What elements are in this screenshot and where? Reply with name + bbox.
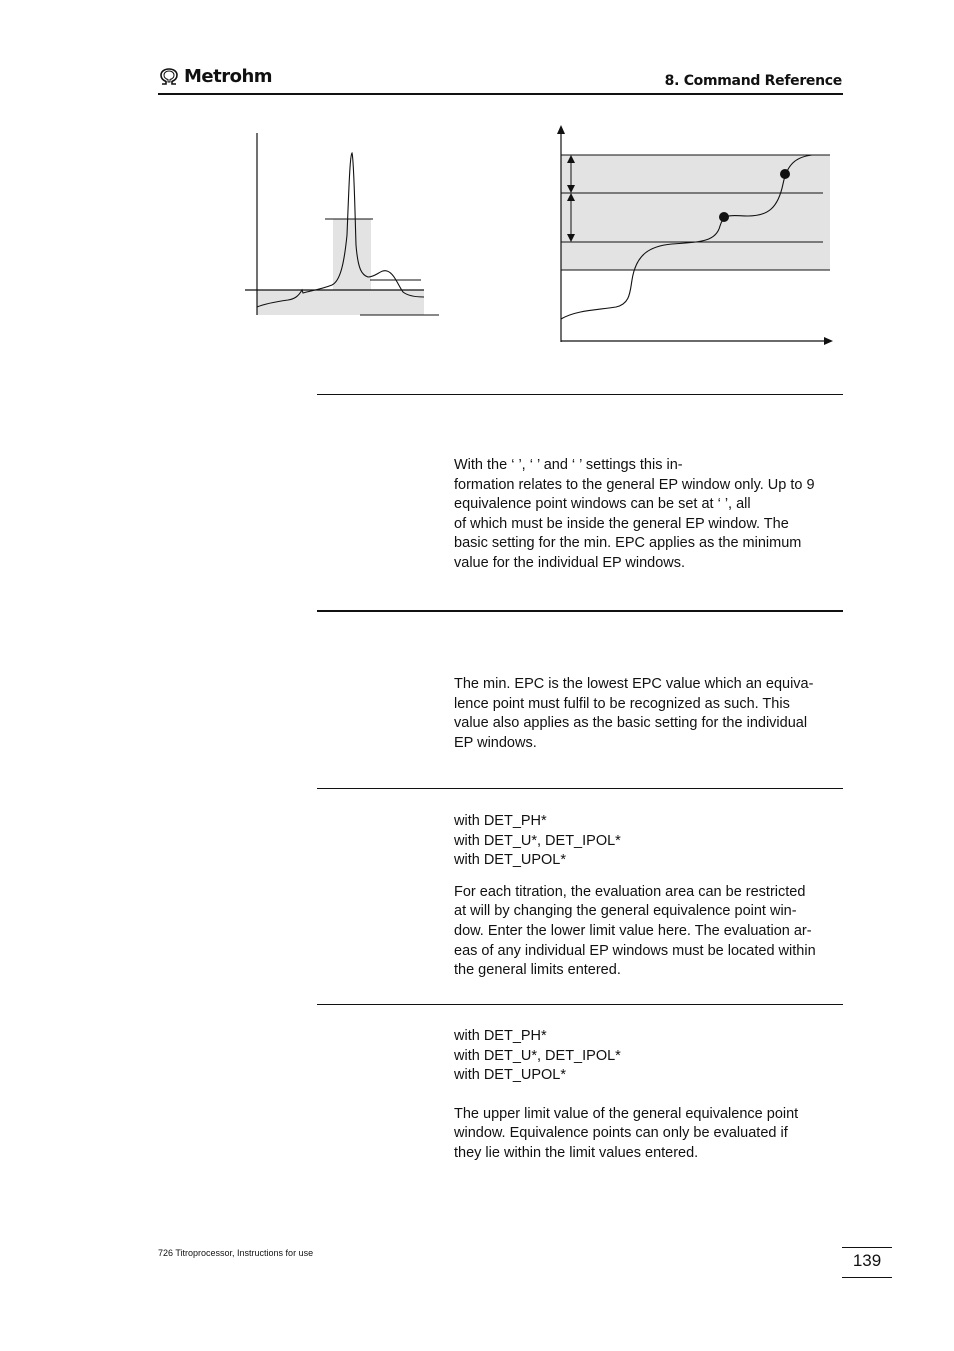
- paragraph-block: [454, 456, 846, 574]
- text-line: The upper limit value of the general equivalence point: [454, 1105, 799, 1122]
- brand-name: Metrohm: [184, 66, 273, 87]
- section-divider: [317, 610, 843, 612]
- range-line: with DET_UPOL*: [454, 1067, 567, 1084]
- text-line: window. Equivalence points can only be evaluated if: [454, 1125, 788, 1142]
- epc-peak-diagram: [240, 125, 450, 325]
- y-axis-arrow-icon: [557, 125, 565, 134]
- text-line: EP windows.: [454, 734, 537, 751]
- text-line: value also applies as the basic setting for the individual: [454, 715, 808, 732]
- x-axis-arrow-icon: [824, 337, 833, 345]
- range-line: with DET_PH*: [454, 813, 547, 829]
- paragraph-block: [454, 675, 846, 753]
- text-line: With the ‘ ’, ‘ ’ and ‘ ’ settings this in-: [454, 457, 683, 473]
- titration-curve-diagram: [550, 122, 840, 352]
- range-line: with DET_UPOL*: [454, 852, 567, 869]
- header-rule: [158, 93, 843, 95]
- equivalence-point-marker: [780, 169, 790, 179]
- text-line: basic setting for the min. EPC applies as the minimum: [454, 535, 802, 552]
- range-line: with DET_U*, DET_IPOL*: [454, 832, 621, 849]
- page-number: 139: [852, 1251, 882, 1270]
- text-line: at will by changing the general equivalence point win-: [454, 903, 797, 920]
- text-line: value for the individual EP windows.: [454, 554, 686, 571]
- brand-logo: [158, 66, 272, 87]
- text-line: lence point must fulfil to be recognized as such. This: [454, 695, 790, 712]
- text-line: For each titration, the evaluation area can be restricted: [454, 883, 806, 900]
- omega-icon: [158, 68, 180, 86]
- range-line: with DET_PH*: [454, 1028, 547, 1044]
- section-divider: [317, 1004, 843, 1005]
- section-title: 8. Command Reference: [664, 73, 842, 89]
- footer-doc-title: 726 Titroprocessor, Instructions for use: [158, 1248, 314, 1258]
- text-line: dow. Enter the lower limit value here. The evaluation ar-: [454, 922, 812, 939]
- paragraph-block: [454, 1027, 846, 1164]
- text-line: formation relates to the general EP window only. Up to 9: [454, 476, 815, 493]
- text-line: equivalence point windows can be set at ‘ ’, all: [454, 496, 751, 513]
- text-line: of which must be inside the general EP window. The: [454, 515, 789, 532]
- section-divider: [317, 788, 843, 789]
- text-line: The min. EPC is the lowest EPC value which an equiva-: [454, 676, 814, 692]
- section-divider: [317, 394, 843, 395]
- range-line: with DET_U*, DET_IPOL*: [454, 1047, 621, 1064]
- text-line: eas of any individual EP windows must be located within: [454, 942, 816, 959]
- equivalence-point-marker: [719, 212, 729, 222]
- peak-window-band: [333, 219, 371, 315]
- text-line: they lie within the limit values entered.: [454, 1144, 699, 1161]
- paragraph-block: [454, 812, 846, 981]
- text-line: the general limits entered.: [454, 962, 621, 979]
